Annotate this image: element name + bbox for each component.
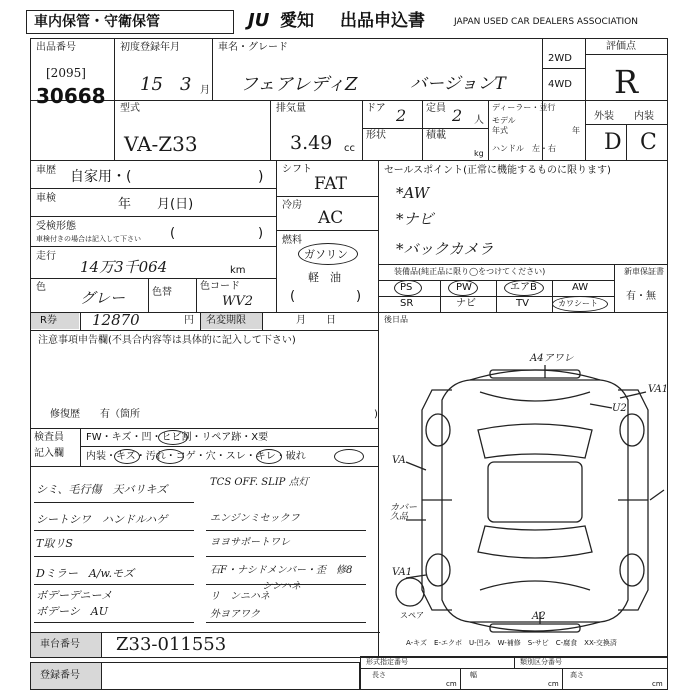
type-label: 型式 [120,103,140,114]
registration-label: 登録番号 [40,670,80,681]
color-code-value: WV2 [222,294,254,309]
association-name: JAPAN USED CAR DEALERS ASSOCIATION [454,17,638,27]
exterior-label: 外装 [594,111,614,122]
mileage-label: 走行 [36,251,56,262]
shape-label: 形状 [366,130,386,141]
note-12: リ ンニハネ [210,591,270,602]
r-ticket-value: 12870 [92,311,140,329]
drive-4wd: 4WD [548,79,572,90]
note-11: シンハネ [262,581,302,592]
type-designation-label: 形式指定番号 [366,658,408,666]
note-9: ヨヨサポートワレ [210,537,290,548]
shift-label: シフト [282,164,312,175]
dealer-label: ディーラー・並行 [492,103,556,112]
color-change-label: 色替 [152,287,172,298]
receipt-label: 受検形態 [36,221,76,232]
km-unit: km [230,265,246,276]
inspector-row-1: FW・キズ・凹・ヒビ割・リペア跡・X要 [86,432,269,443]
aftermarket-label: 後日品 [384,315,408,324]
diagram-label-va-left: VA [392,455,406,466]
displacement-value: 3.49 [290,132,333,154]
equip-aw: AW [572,282,589,293]
grade-name: バージョンT [410,74,506,94]
diagram-label-a4: A4アワレ [530,353,574,364]
year-unit: 年 [572,126,580,135]
storage-title: 車内保管・守衛保管 [34,14,160,30]
ac-label: 冷房 [282,200,302,211]
name-change-label: 名変期限 [206,315,246,326]
equip-tv: TV [516,298,529,309]
note-13: 外ヨアワク [210,609,260,620]
diagram-label-spare: スペア [400,611,424,620]
lot-small-number: [2095] [46,66,86,80]
inspector-label-2: 記入欄 [34,448,64,459]
note-10: 石F・ナシドメンバー・歪 修8 [210,565,353,576]
equip-leather: カワシート [558,299,598,308]
name-change-value: 月 日 [296,315,336,326]
notes-label: 注意事項申告欄(不具合内容等は具体的に記入して下さい) [38,335,296,346]
color-label: 色 [36,282,46,293]
history-value: 自家用・( [70,169,132,185]
model-label: 車名・グレード [218,42,288,53]
diagram-label-va1-bottom: VA1 [392,567,413,578]
model-year-label: モデル [492,116,516,125]
doc-title: 出品申込書 [340,11,425,31]
interior-label: 内装 [634,111,654,122]
length-label: 長さ [372,671,386,679]
capacity-value: 2 [452,106,463,125]
note-5: ボデーデニーメ [36,589,113,602]
load-label: 積載 [426,130,446,141]
note-1: シミ、毛行傷 天バリキズ [36,483,168,496]
height-cm: cm [652,680,663,688]
equip-pw: PW [456,282,472,293]
inspection-value: 年 月(日) [118,197,194,212]
capacity-label: 定員 [426,103,446,114]
ac-value: AC [318,208,344,228]
damage-legend: A-キズ E-エクボ U-凹み W-補修 S-サビ C-腐食 XX-交換済 [406,639,617,647]
height-label: 高さ [570,671,584,679]
equip-airbag: エアB [510,282,537,293]
inspector-row-2: 内装・キズ・汚れ・コゲ・穴・スレ・キレ・破れ [86,451,306,462]
model-name: フェアレディZ [240,74,358,95]
width-cm: cm [548,680,559,688]
diagram-label-va1-top: VA1 [648,384,669,395]
mileage-value: 14万3千064 [80,258,168,276]
month-unit: 月 [200,85,210,96]
diagram-label-cover: カバー 久品 [390,503,427,522]
first-registration-month: 3 [180,74,192,95]
year-label: 年式 [492,126,508,135]
note-8: エンジンミセックフ [210,513,300,524]
door-label: ドア [366,103,386,114]
note-3: T取リS [36,537,73,550]
sales-point-1: *AW [396,184,430,202]
equipment-label: 装備品(純正品に限り◯をつけてください) [394,267,546,276]
category-label: 類別区分番号 [520,658,562,666]
equip-navi: ナビ [456,298,476,309]
interior-value: C [640,130,657,155]
cc-unit: cc [344,143,355,154]
diagram-label-u2: U2 [612,403,627,414]
first-registration-year: 15 [140,74,163,95]
note-2: シートシワ ハンドルハゲ [36,513,168,526]
equip-sr: SR [400,298,414,309]
kg-unit: kg [474,149,484,158]
color-value: グレー [80,289,126,307]
diagram-label-a2: A2 [532,611,546,622]
chassis-value: Z33-011553 [116,634,227,655]
evaluation-score: R [614,63,639,101]
lot-number-label: 出品番号 [36,42,76,53]
org-name: 愛知 [280,11,314,31]
sales-point-3: *バックカメラ [396,240,494,258]
fuel-gasoline: ガソリン [304,248,348,261]
repair-history-label: 修復歴 有（箇所 [50,409,140,420]
equip-ps: PS [400,282,413,293]
note-4: Dミラー A/w.モズ [36,567,135,580]
handle-label: ハンドル 左・右 [492,144,556,153]
color-code-label: 色コード [200,281,240,292]
receipt-note: 車検付きの場合は記入して下さい [36,235,141,243]
r-ticket-label: R券 [40,315,57,326]
door-value: 2 [396,106,407,125]
exterior-value: D [604,130,622,155]
note-6: ボデーシ AU [36,605,108,618]
chassis-label: 車台番号 [40,639,80,650]
first-registration-label: 初度登録年月 [120,42,180,53]
lot-number: 30668 [36,84,106,108]
fuel-label: 燃料 [282,235,302,246]
inspection-label: 車検 [36,193,56,204]
org-logo: JU [248,10,270,31]
type-value: VA-Z33 [124,132,198,156]
width-label: 幅 [470,671,477,679]
inspector-label-1: 検査員 [34,432,64,443]
displacement-label: 排気量 [276,103,306,114]
history-label: 車歴 [36,165,56,176]
person-unit: 人 [474,115,484,126]
yen-unit: 円 [184,315,194,326]
length-cm: cm [446,680,457,688]
shift-value: FAT [314,174,348,194]
note-7: TCS OFF. SLIP 点灯 [210,477,309,488]
sales-points-label: セールスポイント(正常に機能するものに限ります) [384,165,611,176]
warranty-value: 有・無 [626,291,656,302]
warranty-label: 新車保証書 [624,267,664,276]
drive-2wd: 2WD [548,53,572,64]
evaluation-label: 評価点 [606,41,636,52]
fuel-diesel: 軽 油 [308,271,341,284]
sales-point-2: *ナビ [396,210,434,228]
